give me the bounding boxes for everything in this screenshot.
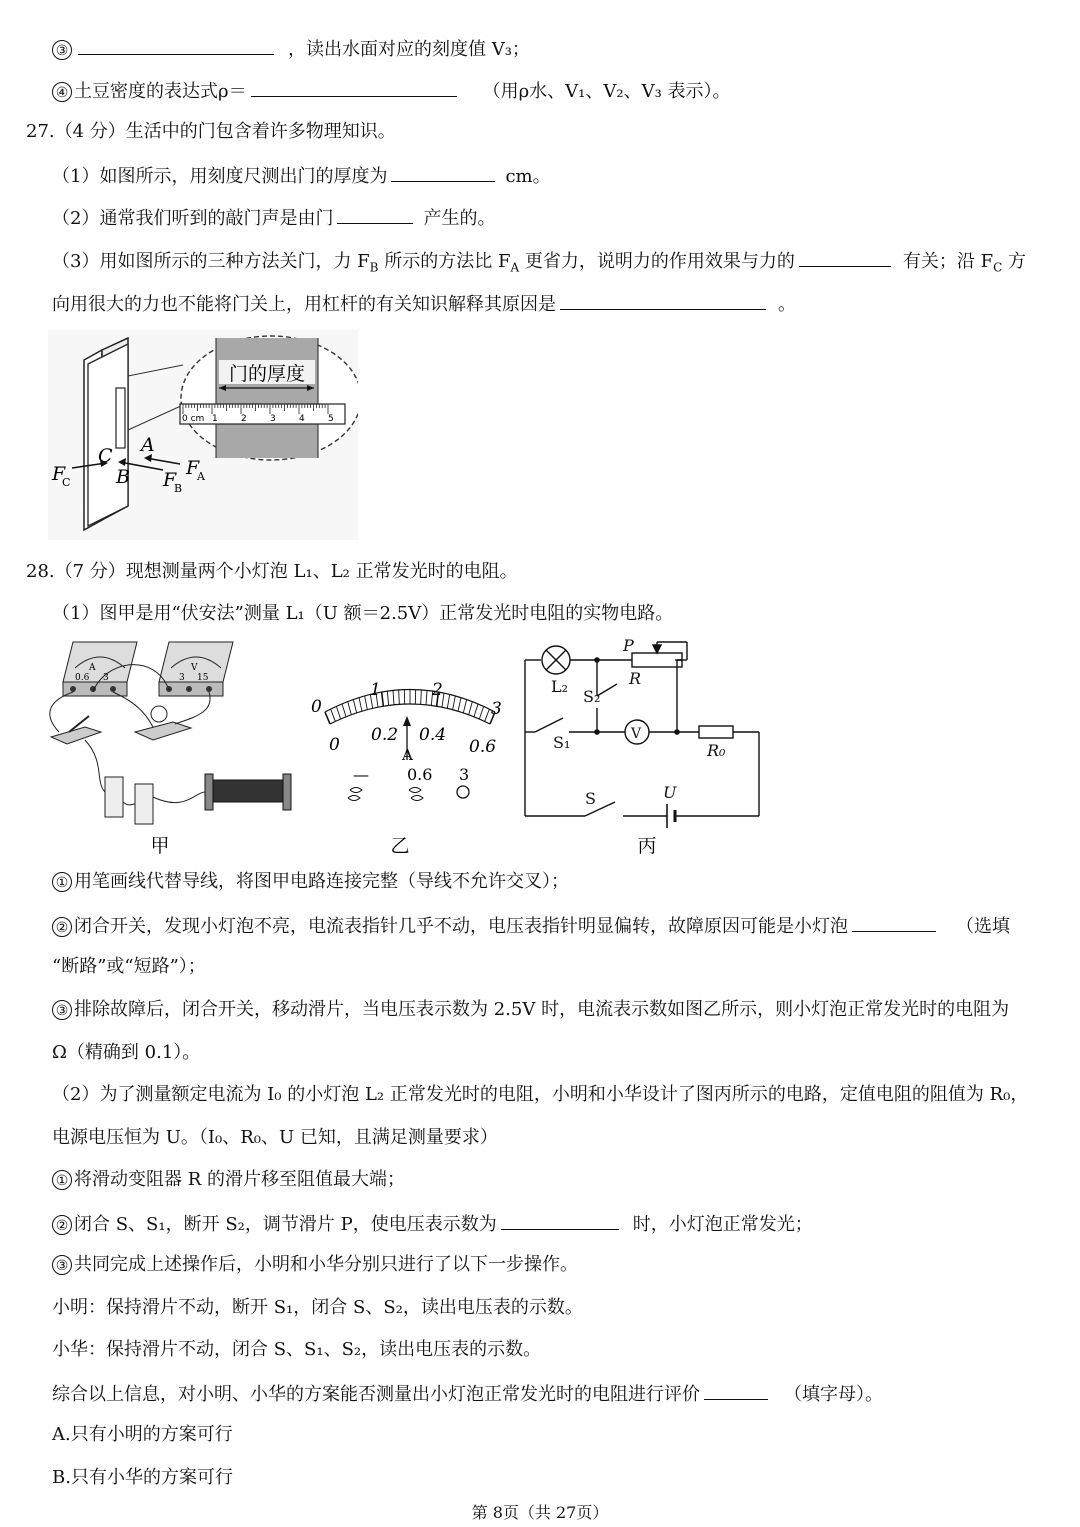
- ruler-label: 0 cm: [182, 414, 205, 424]
- dial-scale-zero: 0: [311, 697, 322, 717]
- dial-scale-label: 1: [370, 680, 381, 700]
- line-text: ，读出水面对应的刻度值 V₃；: [288, 39, 530, 60]
- step-3: [52, 998, 1009, 1022]
- terminal-label: —: [353, 765, 369, 784]
- dial-tick: [331, 709, 336, 721]
- label-fa: F: [186, 457, 200, 479]
- dial-scale-label: 3: [491, 699, 502, 719]
- dial-tick: [353, 700, 356, 713]
- line-text: 共同完成上述操作后，小明和小华分别只进行了以下一步操作。: [74, 1254, 578, 1275]
- label-s2: S₂: [583, 687, 601, 706]
- dial-unit: A: [402, 746, 413, 764]
- subscript: A: [510, 260, 520, 275]
- dial-tick: [479, 706, 483, 719]
- caption-jia: 甲: [150, 835, 170, 857]
- dial-scale-label: 2: [432, 680, 443, 700]
- answer-blank[interactable]: [852, 913, 936, 932]
- ruler: [180, 404, 345, 424]
- step-4-line: [52, 78, 731, 104]
- option-b[interactable]: B.只有小华的方案可行: [52, 1467, 233, 1488]
- dial-scale-label: 0: [329, 735, 340, 755]
- dial-tick: [336, 706, 340, 719]
- q27-title: 27.（4 分）生活中的门包含着许多物理知识。: [26, 121, 396, 142]
- label-fc-sub: C: [62, 476, 71, 489]
- label-v: V: [631, 726, 642, 742]
- xiaoming-plan: 小明：保持滑片不动，断开 S₁，闭合 S、S₂，读出电压表的示数。: [52, 1297, 583, 1318]
- ruler-label: 1: [212, 414, 218, 424]
- voltmeter-terminal: 15: [197, 673, 209, 683]
- step-2: [52, 913, 1010, 939]
- thickness-label: 门的厚度: [228, 363, 306, 385]
- step-3-cont: Ω（精确到 0.1）。: [52, 1042, 201, 1063]
- answer-blank[interactable]: [799, 248, 891, 267]
- line-text: （2）通常我们听到的敲门声是由门: [52, 208, 334, 229]
- line-text: 方: [1002, 251, 1026, 272]
- rheostat-r: [632, 653, 682, 667]
- ammeter-terminal: 3: [103, 673, 109, 683]
- xiaohua-plan: 小华：保持滑片不动，闭合 S、S₁、S₂，读出电压表的示数。: [52, 1339, 542, 1360]
- dial-tick: [382, 692, 384, 706]
- dial-tick: [485, 709, 490, 721]
- dial-tick: [325, 712, 330, 724]
- line-text: 综合以上信息，对小明、小华的方案能否测量出小灯泡正常发光时的电阻进行评价: [52, 1384, 700, 1405]
- label-s1: S₁: [553, 733, 571, 752]
- line-text: 用笔画线代替导线，将图甲电路连接完整（导线不允许交叉）；: [74, 871, 569, 892]
- dial-tick: [359, 698, 362, 712]
- dial-tick: [399, 690, 400, 704]
- ruler-label: 3: [270, 414, 276, 424]
- q28-part2: （2）为了测量额定电流为 I₀ 的小灯泡 L₂ 正常发光时的电阻，小明和小华设计了图丙所示的电路，定值电阻的阻值为 R₀，: [52, 1084, 1029, 1105]
- label-s: S: [585, 789, 596, 808]
- physical-circuit: [50, 642, 291, 824]
- line-text: 所示的方法比 F: [378, 251, 511, 272]
- dial-scale-label: 0.2: [371, 725, 399, 745]
- door-figure: [48, 330, 358, 540]
- label-r: R: [629, 669, 642, 688]
- label-fb-sub: B: [174, 482, 183, 495]
- dial-tick: [463, 700, 466, 713]
- label-a: A: [141, 434, 155, 456]
- line-text: 将滑动变阻器 R 的滑片移至阻值最大端；: [74, 1169, 405, 1190]
- label-u: U: [663, 783, 677, 802]
- label-p: P: [623, 636, 634, 655]
- line-text: 闭合开关，发现小灯泡不亮，电流表指针几乎不动，电压表指针明显偏转，故障原因可能是小灯泡: [74, 916, 848, 937]
- ruler-label: 2: [241, 414, 247, 424]
- ruler-label: 4: [299, 414, 305, 424]
- voltmeter-terminal: 3: [179, 673, 185, 683]
- line-text: cm。: [505, 166, 551, 187]
- circled-number: ③: [52, 40, 72, 60]
- answer-blank[interactable]: [501, 1211, 619, 1230]
- label-fb: F: [163, 469, 177, 491]
- label-fa-sub: A: [197, 470, 205, 483]
- line-text: 闭合 S、S₁，断开 S₂，调节滑片 P，使电压表示数为: [74, 1214, 497, 1235]
- terminal-label: 0.6: [407, 765, 433, 784]
- switch-s1: [535, 718, 563, 732]
- circled-number: ③: [52, 1255, 72, 1275]
- evaluation-line: [52, 1381, 883, 1407]
- label-l2: L₂: [551, 677, 569, 696]
- line-text: 更省力，说明力的作用效果与力的: [519, 251, 795, 272]
- label-c: C: [98, 445, 113, 467]
- dial-tick: [365, 696, 368, 710]
- door-thickness-band: [216, 338, 318, 458]
- ammeter-terminal: 0.6: [75, 673, 90, 683]
- step-t1: [52, 1168, 405, 1192]
- voltmeter-symbol: V: [191, 663, 198, 673]
- terminal-label: 3: [459, 765, 470, 784]
- dial-tick: [453, 696, 456, 710]
- subscript: B: [369, 260, 379, 275]
- line-text: 产生的。: [423, 208, 496, 229]
- label-fc: F: [52, 463, 66, 485]
- q27-part2: [52, 205, 495, 231]
- page-footer: 第 8页（共 27页）: [471, 1503, 609, 1522]
- answer-blank[interactable]: [560, 291, 766, 310]
- line-text: 有关；沿 F: [902, 251, 994, 272]
- line-text: （选填: [956, 916, 1010, 937]
- step-1: [52, 870, 569, 894]
- circled-number: ①: [52, 872, 72, 892]
- label-r0: R₀: [707, 741, 726, 760]
- line-text: 向用很大的力也不能将门关上，用杠杆的有关知识解释其原因是: [52, 294, 556, 315]
- dial-scale-label: 0.6: [469, 737, 497, 757]
- answer-blank[interactable]: [391, 163, 495, 182]
- dial-tick: [387, 691, 388, 705]
- dial-tick: [393, 690, 394, 704]
- step-t3: [52, 1253, 578, 1277]
- answer-blank[interactable]: [78, 36, 274, 55]
- caption-bing: 丙: [637, 835, 657, 857]
- line-text: 。: [778, 294, 796, 315]
- circuit-figure: [45, 632, 775, 864]
- answer-blank[interactable]: [704, 1381, 768, 1400]
- subscript: C: [993, 260, 1003, 275]
- answer-blank[interactable]: [337, 205, 413, 224]
- dial-tick: [342, 704, 346, 717]
- resistor-r0: [699, 726, 733, 738]
- q27-part3-cont: [52, 291, 796, 317]
- dial-tick: [426, 690, 427, 704]
- line-text: （3）用如图所示的三种方法关门，力 F: [52, 251, 370, 272]
- q27-part3: [52, 248, 1026, 280]
- line-text: （填字母）。: [784, 1384, 883, 1405]
- line-text: （1）如图所示，用刻度尺测出门的厚度为: [52, 166, 388, 187]
- circled-number: ④: [52, 82, 72, 102]
- q27-part1: [52, 163, 551, 189]
- dial-tick: [469, 702, 473, 715]
- ammeter-dial: [311, 680, 502, 801]
- line-text: （用ρ水、V₁、V₂、V₃ 表示）。: [482, 81, 731, 102]
- answer-blank[interactable]: [251, 78, 457, 97]
- ammeter-symbol: A: [89, 663, 96, 673]
- caption-yi: 乙: [390, 835, 410, 857]
- step-2-cont: “断路”或“短路”）；: [52, 956, 206, 977]
- line-text: 排除故障后，闭合开关，移动滑片，当电压表示数为 2.5V 时，电流表示数如图乙所示，则小灯泡正常发光时的电阻为: [74, 999, 1010, 1020]
- door-handle: [116, 388, 125, 448]
- dial-tick: [474, 704, 478, 717]
- q28-title: 28.（7 分）现想测量两个小灯泡 L₁、L₂ 正常发光时的电阻。: [26, 561, 518, 582]
- q28-part1: （1）图甲是用“伏安法”测量 L₁（U 额＝2.5V）正常发光时电阻的实物电路。: [52, 603, 674, 624]
- step-3-line: [52, 36, 530, 62]
- line-text: 土豆密度的表达式ρ＝: [74, 81, 247, 102]
- dial-tick: [447, 694, 449, 708]
- dial-scale-label: 0.4: [419, 725, 447, 745]
- circled-number: ③: [52, 1000, 72, 1020]
- dial-tick: [348, 702, 352, 715]
- q28-part2-cont: 电源电压恒为 U。（I₀、R₀、U 已知，且满足测量要求）: [52, 1127, 498, 1148]
- dial-tick: [458, 698, 461, 712]
- circled-number: ②: [52, 917, 72, 937]
- line-text: 时，小灯泡正常发光；: [632, 1214, 813, 1235]
- ruler-label: 5: [328, 414, 334, 424]
- dial-tick: [421, 690, 422, 704]
- circled-number: ①: [52, 1170, 72, 1190]
- circled-number: ②: [52, 1215, 72, 1235]
- step-t2: [52, 1211, 813, 1237]
- label-b: B: [116, 466, 130, 488]
- option-a[interactable]: A.只有小明的方案可行: [52, 1424, 233, 1445]
